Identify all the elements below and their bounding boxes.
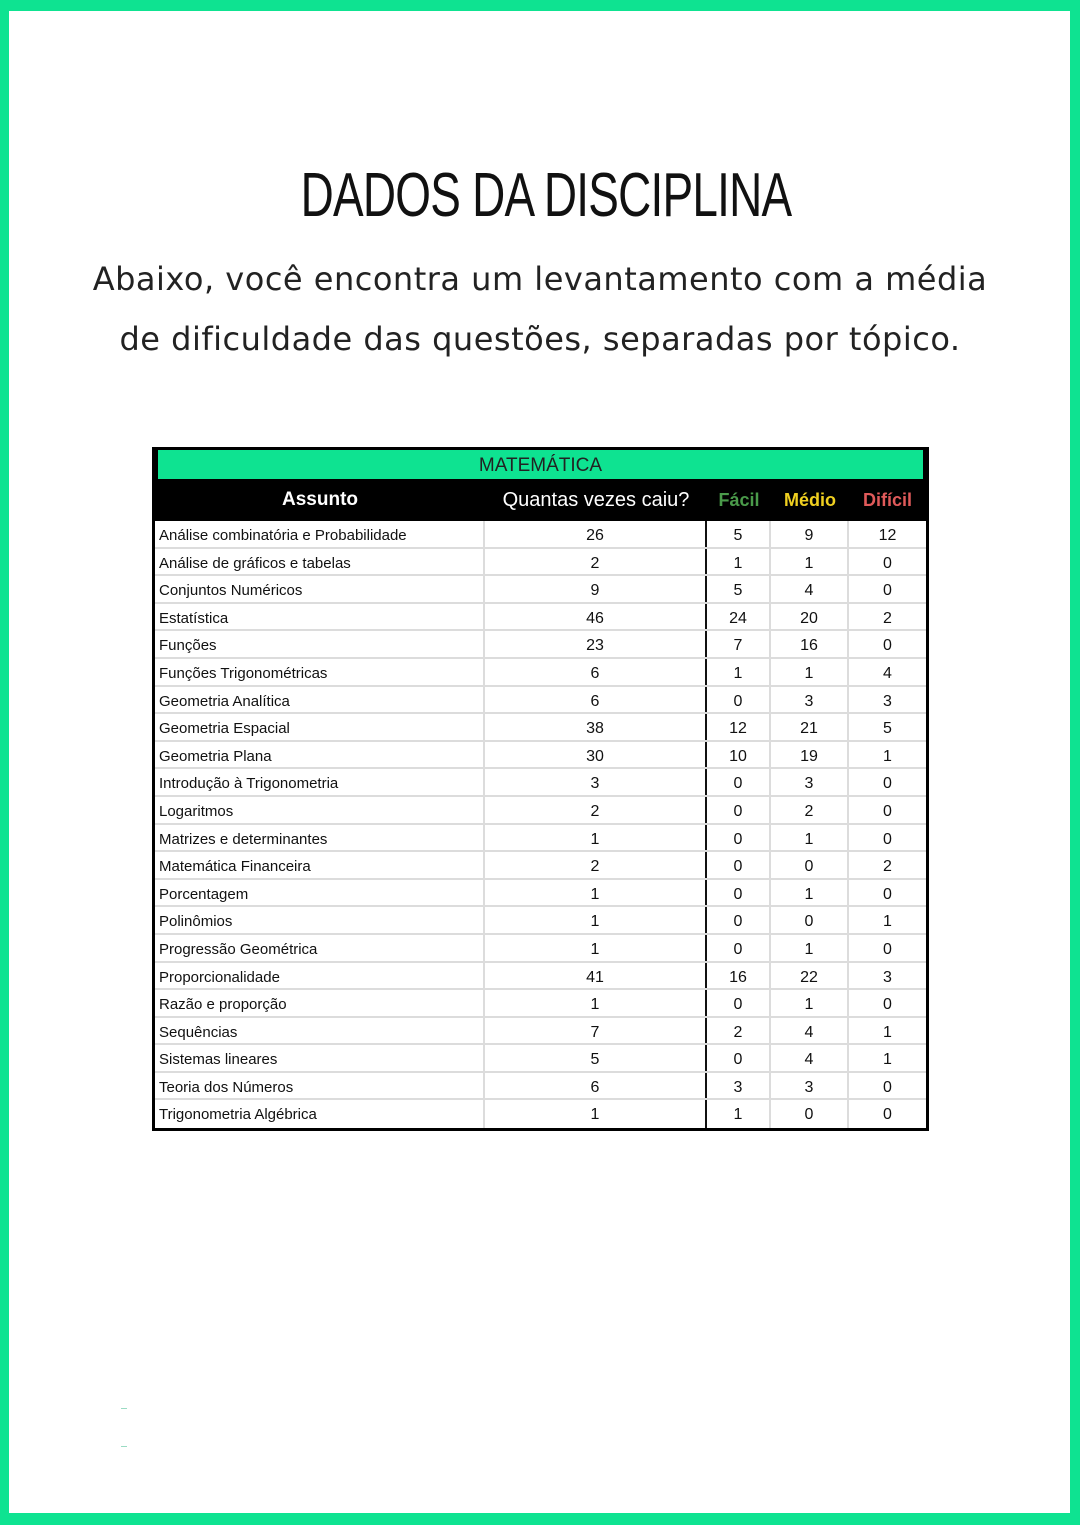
cell-dificil: 0 [883,1078,892,1096]
table-row [155,797,926,825]
table-row [155,714,926,742]
cell-total: 30 [485,742,707,768]
header-total: Quantas vezes caiu? [502,488,690,511]
cell-total: 1 [485,935,707,961]
table-row [155,1100,926,1128]
cell-medio: 0 [771,852,849,878]
cell-dificil: 1 [883,1023,892,1041]
cell-facil: 0 [707,880,771,906]
cell-dificil: 0 [883,940,892,958]
cell-medio: 0 [771,1100,849,1128]
cell-assunto: Polinômios [155,907,485,933]
cell-medio: 1 [771,659,849,685]
cell-assunto: Logaritmos [155,797,485,823]
table-row [155,1073,926,1101]
decorative-mark [121,1446,127,1447]
cell-dificil: 12 [878,527,897,544]
cell-assunto: Matemática Financeira [155,852,485,878]
cell-medio: 1 [771,990,849,1016]
cell-facil: 0 [707,907,771,933]
table-row [155,1045,926,1073]
cell-medio: 1 [771,549,849,575]
cell-total: 2 [485,549,707,575]
table-header-row [155,479,926,521]
cell-dificil: 2 [883,609,892,627]
cell-dificil: 3 [883,968,892,986]
table-row [155,1018,926,1046]
difficulty-table [152,447,929,1131]
cell-assunto: Funções Trigonométricas [155,659,485,685]
header-facil: Fácil [718,489,760,510]
cell-dificil: 0 [883,582,892,600]
cell-medio: 2 [771,797,849,823]
cell-dificil: 1 [883,913,892,931]
table-row [155,604,926,632]
cell-dificil: 4 [883,664,892,682]
cell-assunto: Geometria Analítica [155,687,485,713]
cell-facil: 0 [707,797,771,823]
cell-assunto: Conjuntos Numéricos [155,576,485,602]
cell-total: 7 [485,1018,707,1044]
cell-total: 26 [485,521,707,547]
cell-dificil: 5 [883,720,892,738]
table-banner: MATEMÁTICA [158,450,923,479]
cell-medio: 4 [771,576,849,602]
cell-dificil: 1 [883,747,892,765]
cell-total: 6 [485,659,707,685]
cell-facil: 10 [707,742,771,768]
subtitle-line-2: de dificuldade das questões, separadas por tópico. [119,320,961,358]
page-title: DADOS DA DISCIPLINA [300,161,792,230]
header-assunto: Assunto [282,489,358,510]
cell-facil: 0 [707,1045,771,1071]
cell-medio: 3 [771,769,849,795]
table-row [155,935,926,963]
cell-assunto: Funções [155,631,485,657]
cell-medio: 4 [771,1045,849,1071]
cell-medio: 3 [771,1073,849,1099]
table-row [155,659,926,687]
table-row [155,990,926,1018]
cell-facil: 2 [707,1018,771,1044]
cell-medio: 0 [771,907,849,933]
cell-dificil: 0 [883,802,892,820]
cell-dificil: 0 [883,830,892,848]
cell-facil: 16 [707,963,771,989]
table-row [155,880,926,908]
cell-dificil: 2 [883,858,892,876]
cell-assunto: Análise combinatória e Probabilidade [155,521,485,547]
cell-medio: 1 [771,880,849,906]
table-row [155,907,926,935]
cell-dificil: 0 [883,1106,892,1124]
cell-assunto: Sequências [155,1018,485,1044]
cell-total: 9 [485,576,707,602]
table-row [155,631,926,659]
cell-total: 41 [485,963,707,989]
cell-assunto: Introdução à Trigonometria [155,769,485,795]
cell-dificil: 0 [883,637,892,655]
header-medio: Médio [784,489,836,510]
cell-total: 1 [485,907,707,933]
cell-total: 6 [485,687,707,713]
cell-medio: 22 [771,963,849,989]
cell-facil: 1 [707,659,771,685]
subtitle-line-1: Abaixo, você encontra um levantamento com a média [92,260,988,298]
cell-facil: 1 [707,549,771,575]
table-row [155,852,926,880]
cell-total: 38 [485,714,707,740]
table-body [155,521,926,1128]
table-row [155,825,926,853]
cell-medio: 21 [771,714,849,740]
cell-facil: 5 [707,521,771,547]
cell-assunto: Sistemas lineares [155,1045,485,1071]
cell-total: 1 [485,990,707,1016]
cell-facil: 7 [707,631,771,657]
cell-medio: 19 [771,742,849,768]
cell-facil: 0 [707,935,771,961]
cell-medio: 3 [771,687,849,713]
cell-dificil: 0 [883,775,892,793]
cell-facil: 12 [707,714,771,740]
table-row [155,521,926,549]
cell-assunto: Teoria dos Números [155,1073,485,1099]
cell-assunto: Progressão Geométrica [155,935,485,961]
cell-dificil: 0 [883,554,892,572]
cell-total: 1 [485,825,707,851]
cell-dificil: 0 [883,885,892,903]
cell-facil: 0 [707,990,771,1016]
cell-medio: 16 [771,631,849,657]
cell-facil: 3 [707,1073,771,1099]
cell-assunto: Análise de gráficos e tabelas [155,549,485,575]
cell-facil: 0 [707,825,771,851]
cell-medio: 9 [771,521,849,547]
cell-total: 3 [485,769,707,795]
cell-total: 2 [485,852,707,878]
cell-facil: 0 [707,687,771,713]
table-row [155,576,926,604]
cell-total: 1 [485,1100,707,1128]
table-row [155,687,926,715]
cell-medio: 1 [771,825,849,851]
cell-total: 1 [485,880,707,906]
cell-assunto: Matrizes e determinantes [155,825,485,851]
cell-facil: 0 [707,769,771,795]
decorative-mark [121,1408,127,1409]
cell-assunto: Razão e proporção [155,990,485,1016]
cell-total: 5 [485,1045,707,1071]
cell-total: 2 [485,797,707,823]
cell-dificil: 3 [883,692,892,710]
cell-medio: 20 [771,604,849,630]
cell-assunto: Proporcionalidade [155,963,485,989]
table-row [155,549,926,577]
cell-assunto: Geometria Espacial [155,714,485,740]
cell-assunto: Porcentagem [155,880,485,906]
cell-medio: 1 [771,935,849,961]
cell-facil: 5 [707,576,771,602]
cell-medio: 4 [771,1018,849,1044]
table-row [155,963,926,991]
cell-total: 46 [485,604,707,630]
cell-facil: 1 [707,1100,771,1128]
cell-assunto: Geometria Plana [155,742,485,768]
cell-facil: 0 [707,852,771,878]
cell-total: 23 [485,631,707,657]
cell-total: 6 [485,1073,707,1099]
table-row [155,742,926,770]
cell-facil: 24 [707,604,771,630]
header-dificil: Difícil [862,489,912,510]
cell-assunto: Estatística [155,604,485,630]
cell-dificil: 1 [883,1051,892,1069]
table-row [155,769,926,797]
cell-dificil: 0 [883,996,892,1014]
cell-assunto: Trigonometria Algébrica [155,1100,485,1128]
